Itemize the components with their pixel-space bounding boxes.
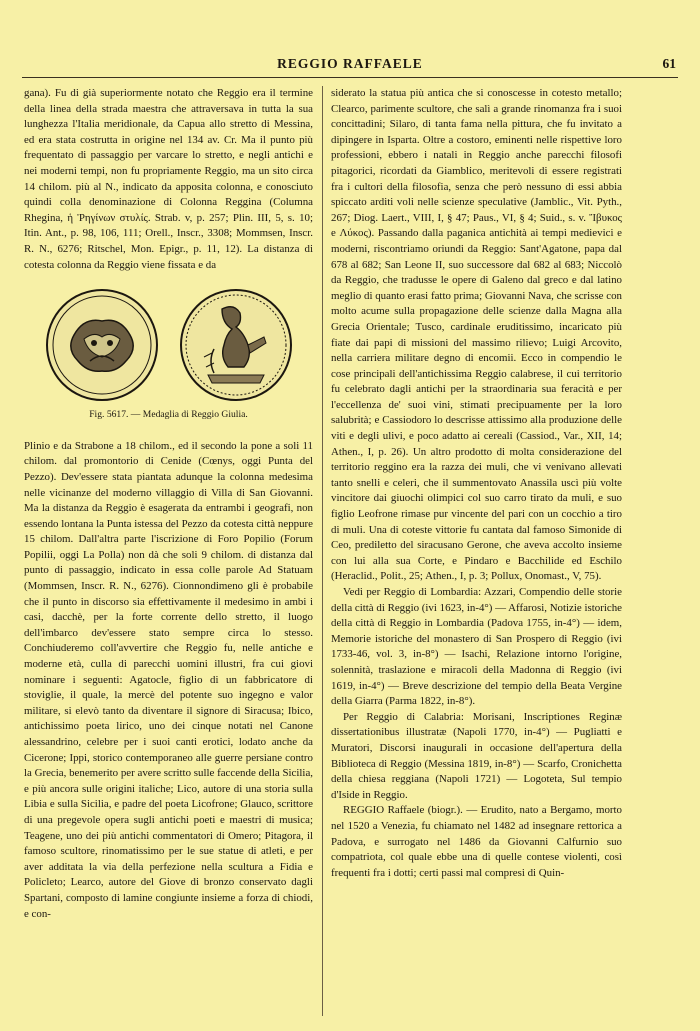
right-paragraph-3: Per Reggio di Calabria: Morisani, Inscriptiones Reginæ dissertationibus illustratæ (Napoli 1770, in-4°) — Pugliatti e Muratori, Discorsi inaugurali in occasione dell'apertura della Biblioteca di Reggio (Messina 1819, in-8°) — Scarfo, Cronichetta della chiesa reggiana (Napoli 1721) — Logoteta, Sul tempio d'Iside in Reggio.	[331, 710, 622, 801]
left-column	[24, 86, 313, 922]
coin-figure	[24, 287, 313, 403]
right-paragraph-4: REGGIO Raffaele (biogr.). — Erudito, nato a Bergamo, morto nel 1520 a Venezia, fu chiamato nel 1482 ad insegnare rettorica a Padova, e surrogato nel 1486 da Giovanni Calfurnio suo compatriota, col quale ebbe una di quelle contese violenti, così frequenti fra i dotti; certi passi mal compresi di Quin-	[331, 804, 622, 879]
page-number: 61	[662, 56, 676, 71]
figure-caption: Fig. 5617. — Medaglia di Reggio Giulia.	[89, 409, 248, 421]
right-paragraph-2: Vedi per Reggio di Lombardia: Azzari, Compendio delle storie della città di Reggio (ivi 1623, in-4°) — Affarosi, Notizie istoriche della città di Reggio in Lombardia (Padova 1755, in-4°) — idem, Memorie istoriche del monastero di San Prospero di Reggio (ivi 1733-46, vol. 3, in-8°) — Isachi, Relazione intorno l'origine, solennità, traslazione e miracoli della Madonna di Reggio (ivi 1619, in-4°) — Breve descrizione del tempio della Beata Vergine della Giarra (Parma 1822, in-8°).	[331, 586, 622, 708]
right-column	[331, 86, 622, 881]
running-head: REGGIO RAFFAELE	[277, 56, 423, 71]
left-paragraph-2: Plinio e da Strabone a 18 chilom., ed il secondo la pone a soli 11 chilom. dal promontorio di Cenide (Cœnys, oggi Punta del Pezzo). Dev'essere stata piantata adunque la colonna medesima nelle vicinanze del moderno villaggio di Villa di San Giovanni. Ma la distanza da Reggio è esagerata da entrambi i geografi, non essendo lontana la Punta istessa del Pezzo da cotesta città neppure 15 chilom. Dall'altra parte l'iscrizione di Foro Popilio (Forum Popilii, oggi La Polla) non dà che soli 9 chilom. di distanza dal punto di passaggio, indicato in essa colle parole Ad Statuam (Mommsen, Inscr. R. N., 6276). Cionnondimeno gli è probabile che il punto in discorso sia effettivamente il medesimo in ambi i casi, dacchè, per la forte corrente dello stretto, il luogo dell'imbarco dev'essere stato sempre circa lo stesso. Conchiuderemo coll'avvertire che Reggio fu, nelle antiche e moderne età, culla di parecchi uomini illustri, fra cui giovi nominare i seguenti: Agatocle, figlio di un fabbricatore di stoviglie, il quale, la mercè del potente suo ingegno e valor militare, si elevò tanto da diventare il signore di Siracusa; Ibico, antichissimo poeta lirico, uno dei cinque notati nel Canone alessandrino, celebre per i suoi canti erotici, lodato anche da Cicerone; Ippi, storico contemporaneo alle guerre persiane contro la Grecia, benemerito per avere scritto sulle faccende della Sicilia, e più ancora sulle origini italiche; Lico, autore di una storia sulla Libia e sulla Sicilia, e padre del poeta Licofrone; Glauco, scrittore di una pregevole opera sugli antichi poeti e maestri di musica; Teagene, uno dei più antichi commentatori di Omero; Pitagora, il famoso scultore, rinomatissimo per le sue statue di atleti, e per aver additata la via della perfezione nella scultura a Fidia e Policleto; Learco, autore del Giove di bronzo conservato dagli Spartani, composto di lamine congiunte insieme a forza di chiodi, e con-	[24, 439, 313, 920]
header-rule	[22, 77, 678, 78]
column-divider	[322, 86, 323, 1016]
coin-obverse-image	[44, 287, 160, 403]
page-header	[24, 56, 676, 78]
coin-reverse-image	[178, 287, 294, 403]
left-paragraph-1: gana). Fu di già superiormente notato che Reggio era il termine della linea della strada maestra che attraversava in tutta la sua lunghezza l'Italia meridionale, da Capua allo stretto di Messina, ed era stata costrutta in origine nel 134 av. Cr. Ma il punto più frequentato di passaggio per varcare lo stretto, e negli antichi e nei moderni tempi, non fu propriamente Reggio, ma un sito circa 14 chilom. più al N., indicato da apposita colonna, e conosciuto quindi colla denominazione di Colonna Reggina (Columna Rhegina, ἡ Ῥηγίνων στυλίς. Strab. v, p. 257; Plin. III, 5, s. 10; Itin. Ant., p. 98, 106, 111; Orell., Inscr., 3308; Mommsen, Inscr. R. N., 6276; Ritschel, Mon. Epigr., p. 11, 12). La distanza di cotesta colonna da Reggio viene fissata e da	[24, 87, 313, 271]
right-paragraph-1: siderato la statua più antica che si conoscesse in cotesto metallo; Clearco, parimente scultore, che salì a grande rinomanza fra i suoi concittadini; Silaro, di tanta fama nella pittura, che fu invitato a dipingere in Isparta. Oltre a costoro, eminenti nelle rispettive loro professioni, ebbero i natali in Reggio anche parecchi filosofi pitagorici, ricordati da Giamblico, meritevoli di essere registrati fra i cultori della filosofia, senza che però nessuno di essi abbia spiccato arditi voli nelle scienze speculative (Jamblic., Vit. Pyth., 267; Diog. Laert., VIII, I, § 47; Paus., VI, § 4; Suid., s. v. Ἴβυκος e Λύκος). Passando dalla paganica antichità ai tempi medievici e moderni, riscontriamo oriundi da Reggio: Sant'Agatone, papa dal 678 al 682; San Leone II, suo successore dal 682 al 683; Niccolò da Reggio, che tradusse le opere di Galeno dal greco e dal latino meglio di quanto erasi fatto prima; Giovanni Nava, che scrisse con molto acume sulla propagazione delle scienze dalla Magna alla Grecia Orientale; Tusco, cardinale eruditissimo, incaricato più fiate dai papi di missioni del massimo rilievo; Luigi Arcovito, nella carriera militare degno di encomii. Ecco in compendio le cose principali dell'antichissima Reggio calabrese, il cui territorio fu celebrato dagli antichi per la straordinaria sua feracità e per l'eccellenza de' suoi vini, stimati precipuamente per la loro salubrità; e Cassiodoro lo descrisse attissimo alla produzione delle viti e degli ulivi, e poco adatto ai cereali (Cassiod., Var., XII, 14; Athen., I, p. 26). Un altro prodotto di molta considerazione del territorio reggino era la razza dei muli, che vi venivano allevati tanto snelli e celeri, che il summentovato Anassila uscì più volte vincitore dai giuochi olimpici col suo carro tirato da muli, e suo figlio Leofrone rimase pur vincente del pari con un cocchio a tiro di muli. Una di coteste vittorie fu cantata dal famoso Simonide di Ceo, prediletto del siracusano Gerone, che aveva accolto insieme con lui alla sua Corte, e Pindaro e Bacchilide ed Eschilo (Heraclid., Polit., 25; Athen., I, p. 3; Pollux, Onomast., V, 75).	[331, 87, 622, 583]
